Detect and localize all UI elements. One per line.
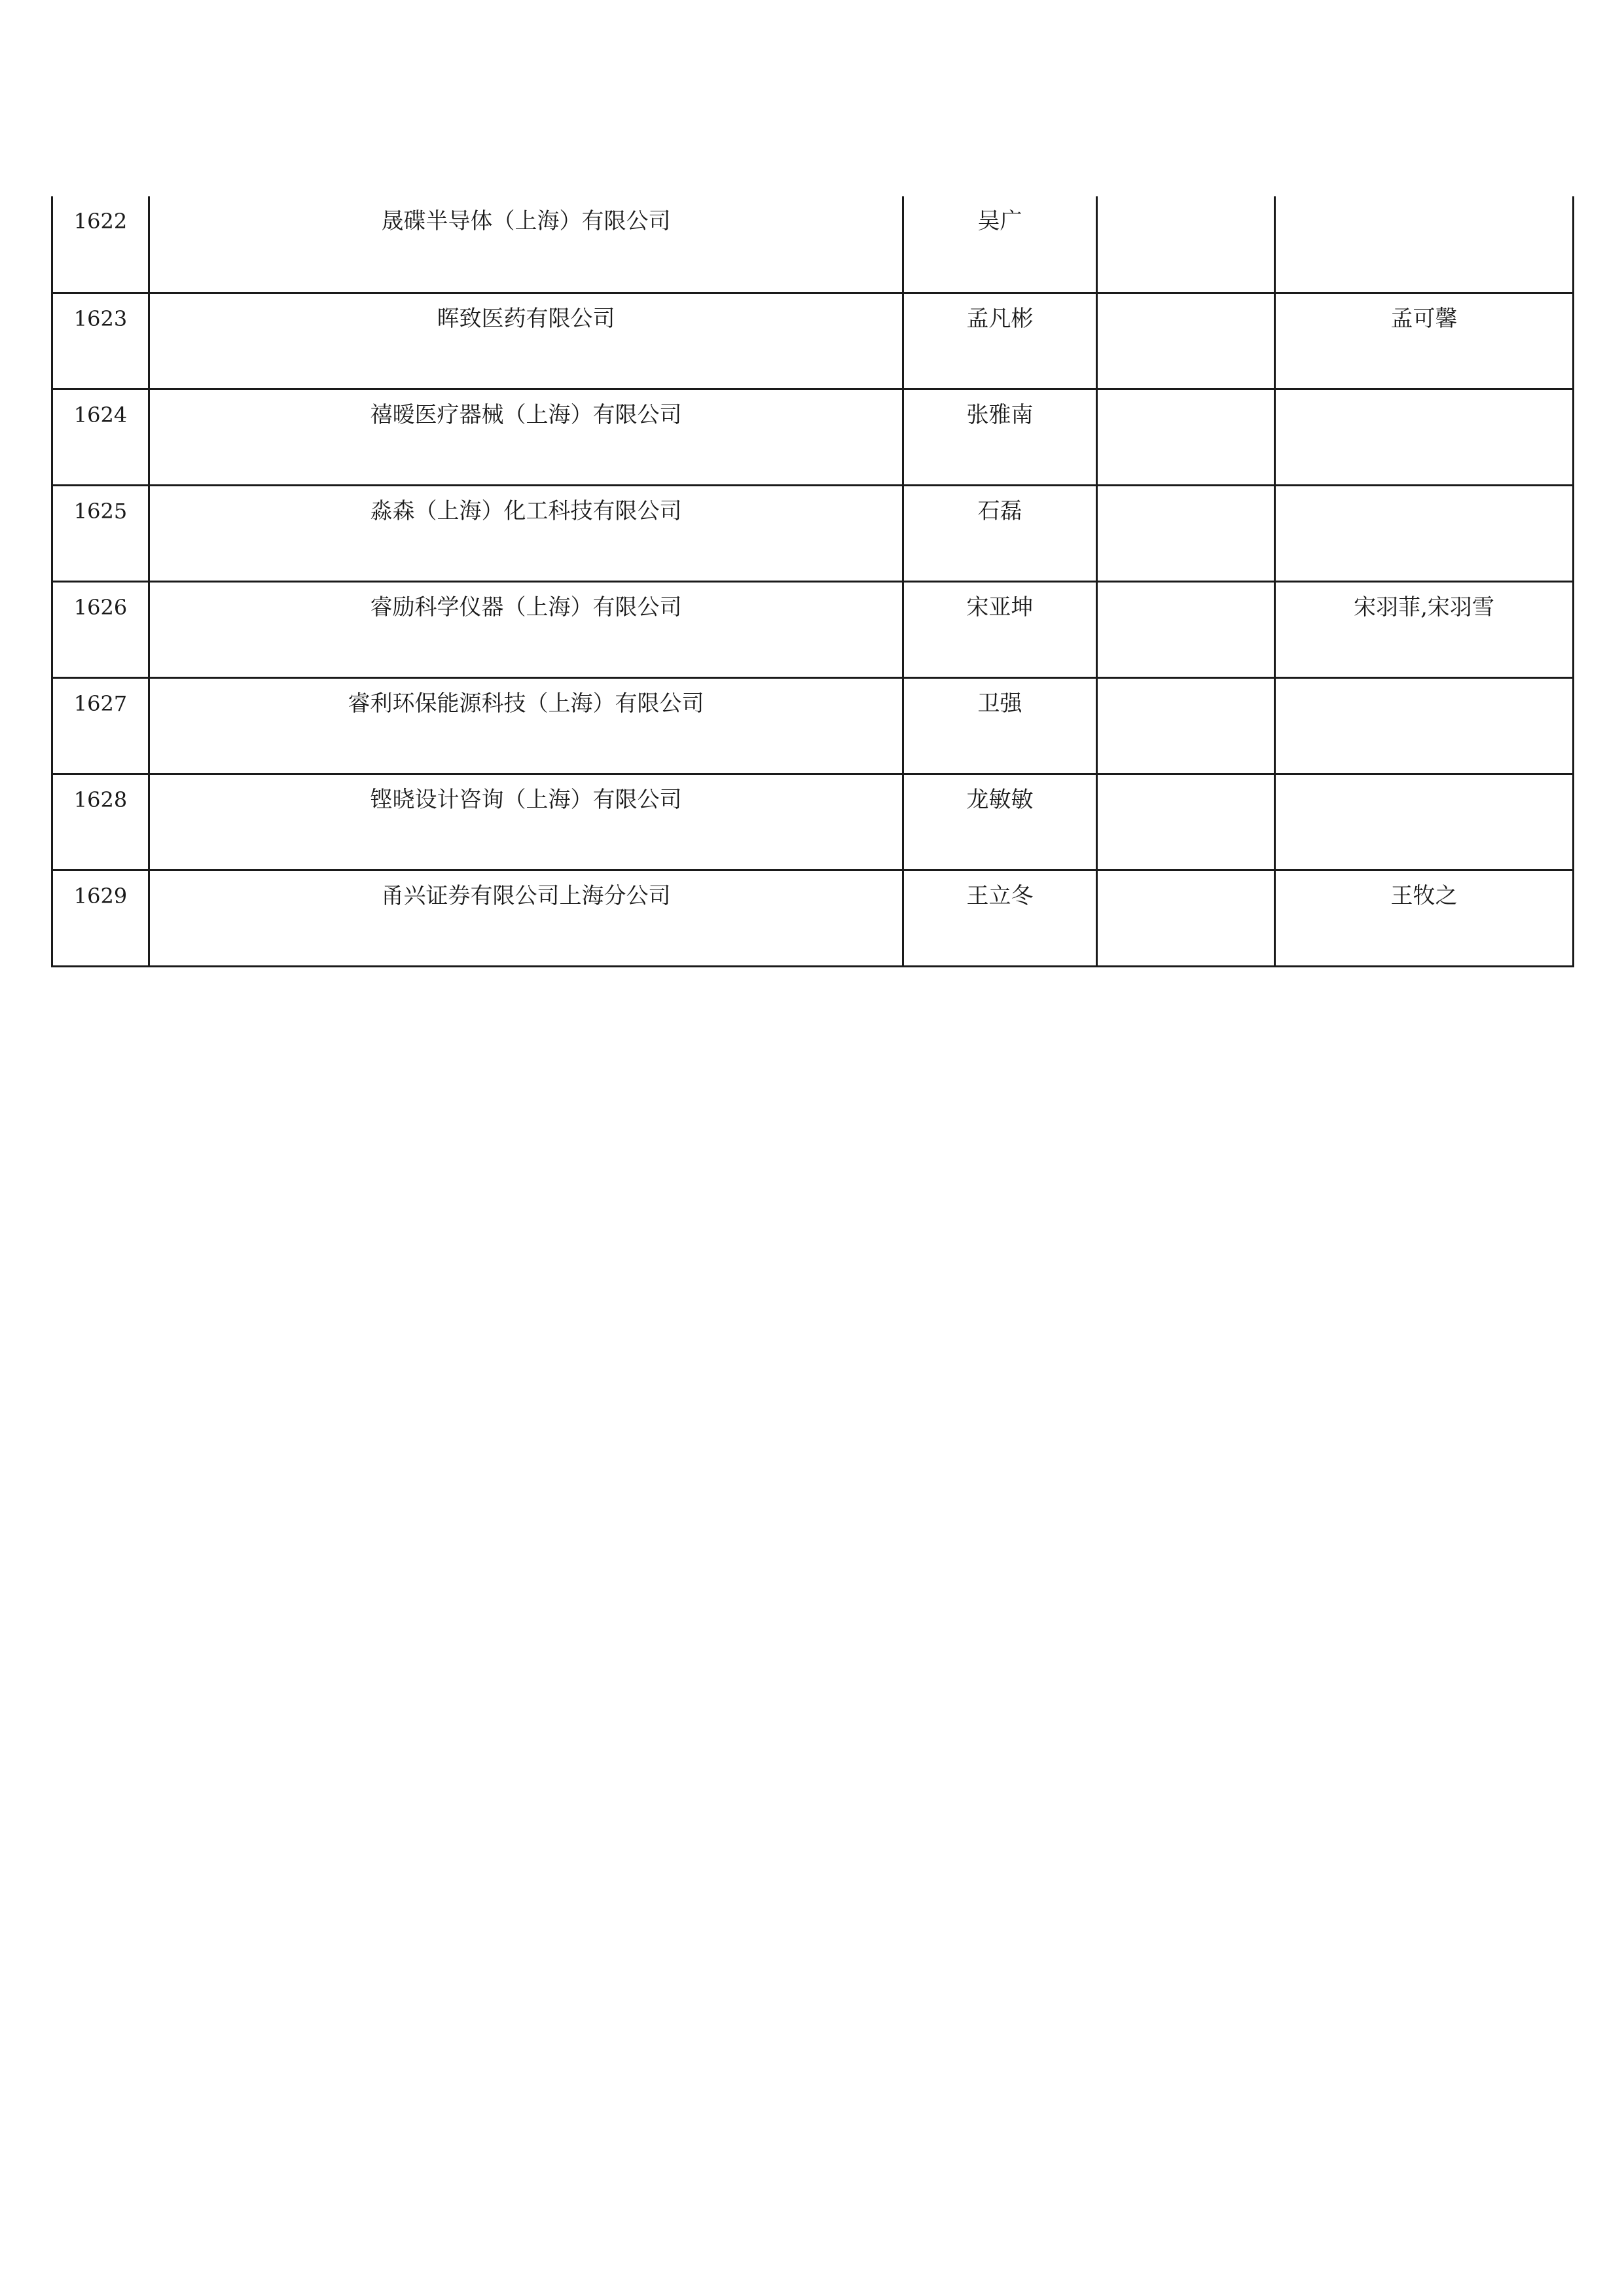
representative-cell bbox=[903, 196, 1097, 293]
table-row bbox=[52, 870, 1574, 966]
row-number-cell bbox=[52, 485, 149, 581]
row-number: 1628 bbox=[73, 787, 128, 812]
row-number: 1623 bbox=[73, 306, 128, 331]
row-number-cell bbox=[52, 293, 149, 389]
blank-value bbox=[1098, 196, 1274, 208]
company-name: 晟碟半导体（上海）有限公司 bbox=[381, 208, 671, 234]
representative-cell bbox=[903, 870, 1097, 966]
representative-name: 孟凡彬 bbox=[966, 305, 1034, 332]
blank-cell bbox=[1097, 677, 1275, 774]
row-number-cell bbox=[52, 196, 149, 293]
blank-value bbox=[1098, 679, 1274, 691]
related-cell bbox=[1275, 485, 1574, 581]
table-row bbox=[52, 581, 1574, 677]
row-number: 1622 bbox=[73, 209, 128, 234]
row-number-cell bbox=[52, 581, 149, 677]
company-cell bbox=[149, 774, 903, 870]
related-cell bbox=[1275, 389, 1574, 485]
representative-name: 宋亚坤 bbox=[966, 594, 1034, 620]
company-cell bbox=[149, 389, 903, 485]
row-number-cell bbox=[52, 677, 149, 774]
representative-name: 卫强 bbox=[977, 690, 1022, 717]
related-cell bbox=[1275, 293, 1574, 389]
company-cell bbox=[149, 581, 903, 677]
representative-name: 石磊 bbox=[977, 497, 1022, 524]
roster-table bbox=[51, 196, 1574, 967]
company-cell bbox=[149, 677, 903, 774]
representative-cell bbox=[903, 774, 1097, 870]
related-names bbox=[1276, 196, 1572, 208]
blank-cell bbox=[1097, 389, 1275, 485]
related-cell bbox=[1275, 774, 1574, 870]
blank-value bbox=[1098, 294, 1274, 306]
blank-value bbox=[1098, 583, 1274, 594]
representative-cell bbox=[903, 677, 1097, 774]
blank-cell bbox=[1097, 196, 1275, 293]
company-name: 晖致医药有限公司 bbox=[437, 305, 615, 332]
blank-cell bbox=[1097, 581, 1275, 677]
blank-cell bbox=[1097, 485, 1275, 581]
related-names bbox=[1276, 775, 1572, 787]
related-names: 宋羽菲,宋羽雪 bbox=[1354, 594, 1494, 620]
blank-cell bbox=[1097, 870, 1275, 966]
row-number: 1626 bbox=[73, 594, 128, 620]
company-name: 甬兴证券有限公司上海分公司 bbox=[381, 882, 671, 909]
table-row bbox=[52, 774, 1574, 870]
table-row bbox=[52, 485, 1574, 581]
related-names: 王牧之 bbox=[1390, 882, 1458, 909]
company-cell bbox=[149, 485, 903, 581]
table-row bbox=[52, 196, 1574, 293]
representative-cell bbox=[903, 485, 1097, 581]
company-name: 睿励科学仪器（上海）有限公司 bbox=[370, 594, 682, 620]
roster-table-container bbox=[51, 196, 1572, 967]
related-names bbox=[1276, 486, 1572, 498]
company-name: 睿利环保能源科技（上海）有限公司 bbox=[348, 690, 704, 717]
representative-cell bbox=[903, 293, 1097, 389]
related-cell bbox=[1275, 870, 1574, 966]
representative-cell bbox=[903, 389, 1097, 485]
row-number-cell bbox=[52, 389, 149, 485]
representative-cell bbox=[903, 581, 1097, 677]
related-cell bbox=[1275, 581, 1574, 677]
blank-cell bbox=[1097, 774, 1275, 870]
representative-name: 王立冬 bbox=[966, 882, 1034, 909]
blank-value bbox=[1098, 390, 1274, 402]
blank-value bbox=[1098, 775, 1274, 787]
row-number: 1625 bbox=[73, 498, 128, 524]
company-cell bbox=[149, 870, 903, 966]
row-number-cell bbox=[52, 774, 149, 870]
company-cell bbox=[149, 196, 903, 293]
related-names bbox=[1276, 679, 1572, 691]
row-number: 1629 bbox=[73, 883, 128, 908]
table-row bbox=[52, 389, 1574, 485]
company-cell bbox=[149, 293, 903, 389]
related-names bbox=[1276, 390, 1572, 402]
table-row bbox=[52, 293, 1574, 389]
table-row bbox=[52, 677, 1574, 774]
blank-value bbox=[1098, 486, 1274, 498]
blank-cell bbox=[1097, 293, 1275, 389]
related-cell bbox=[1275, 196, 1574, 293]
representative-name: 龙敏敏 bbox=[966, 786, 1034, 813]
company-name: 禧暧医疗器械（上海）有限公司 bbox=[370, 401, 682, 428]
related-names: 孟可馨 bbox=[1390, 305, 1458, 332]
company-name: 铿晓设计咨询（上海）有限公司 bbox=[370, 786, 682, 813]
blank-value bbox=[1098, 871, 1274, 883]
row-number-cell bbox=[52, 870, 149, 966]
representative-name: 张雅南 bbox=[966, 401, 1034, 428]
company-name: 淼森（上海）化工科技有限公司 bbox=[370, 497, 682, 524]
related-cell bbox=[1275, 677, 1574, 774]
row-number: 1624 bbox=[73, 402, 128, 427]
representative-name: 吴广 bbox=[977, 208, 1022, 234]
row-number: 1627 bbox=[73, 691, 128, 716]
